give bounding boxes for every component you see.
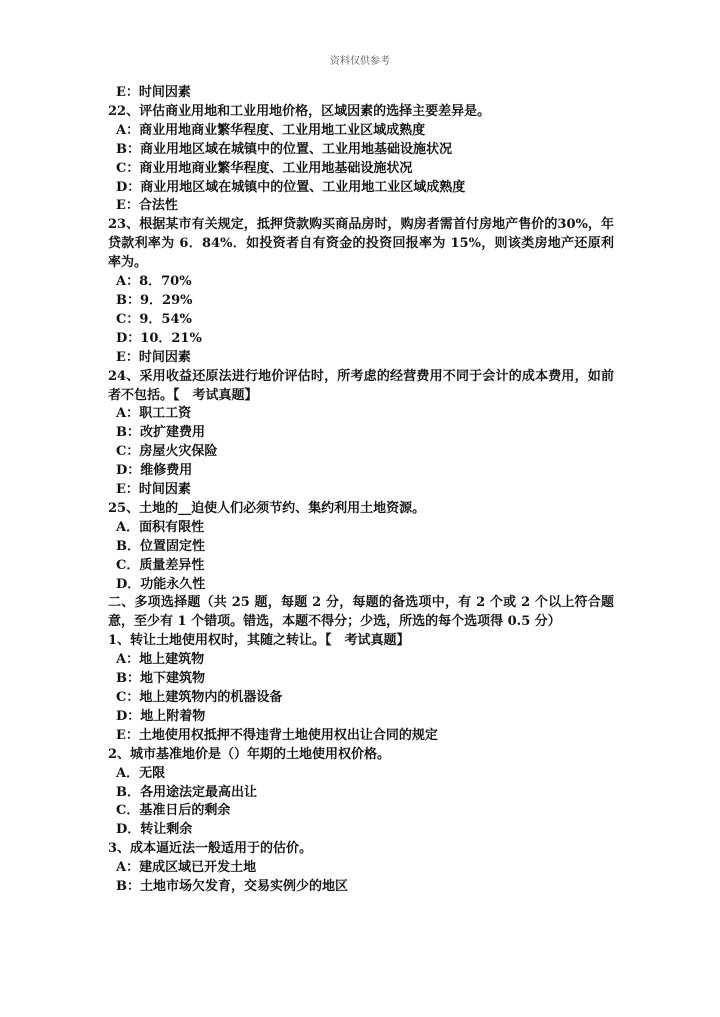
document-body (108, 84, 614, 897)
question-text: 1、转让土地使用权时，其随之转让。【 考试真题】 (108, 633, 410, 649)
answer-option: A：建成区域已开发土地 (116, 860, 257, 876)
answer-option: C：地上建筑物内的机器设备 (116, 690, 283, 705)
question-paragraph: 23、根据某市有关规定，抵押贷款购买商品房时，购房者需首付房地产售价的30%，年贷款利率为 6．84%．如投资者自有资金的投资回报率为 15%，则该类房地产还原利率为。 (108, 217, 614, 271)
answer-option: A：职工工资 (116, 406, 192, 422)
answer-option: C．质量差异性 (116, 557, 205, 573)
answer-option: E：时间因素 (116, 482, 191, 498)
answer-option: C：商业用地商业繁华程度、工业用地基础设施状况 (116, 160, 413, 176)
answer-option: B：9．29% (116, 292, 193, 308)
answer-option: B：商业用地区域在城镇中的位置、工业用地基础设施状况 (116, 141, 452, 157)
answer-option: A．无限 (116, 765, 166, 781)
answer-option: D：维修费用 (116, 463, 193, 479)
answer-option: D：地上附着物 (116, 708, 206, 724)
answer-option: C：房屋火灾保险 (116, 444, 218, 460)
question-paragraph: 24、采用收益还原法进行地价评估时，所考虑的经营费用不同于会计的成本费用，如前者不包括。【 考试真题】 (108, 368, 614, 403)
question-text: 25、土地的__迫使人们必须节约、集约利用土地资源。 (108, 500, 426, 516)
answer-option: E：合法性 (116, 198, 178, 214)
answer-option: A．面积有限性 (116, 519, 205, 535)
answer-option: C：9．54% (116, 311, 192, 327)
answer-option: B：改扩建费用 (116, 425, 205, 441)
page-header: 资料仅供参考 (330, 56, 390, 67)
answer-option: D：商业用地区域在城镇中的位置、工业用地工业区域成熟度 (116, 179, 466, 195)
answer-option: E：土地使用权抵押不得违背土地使用权出让合同的规定 (116, 727, 438, 743)
answer-option: E：时间因素 (116, 349, 191, 365)
answer-option: A：商业用地商业繁华程度、工业用地工业区域成熟度 (116, 122, 426, 138)
answer-option: D．功能永久性 (116, 576, 206, 592)
answer-option: C．基准日后的剩余 (116, 803, 231, 819)
question-text: 3、成本逼近法一般适用于的估价。 (108, 841, 313, 857)
answer-option: E：时间因素 (116, 85, 191, 100)
question-paragraph: 二、多项选择题（共 25 题，每题 2 分，每题的备选项中，有 2 个或 2 个以上符合题意，至少有 1 个错项。错选，本题不得分；少选，所选的每个选项得 0.5 分） (108, 595, 614, 630)
answer-option: B．各用途法定最高出让 (116, 784, 257, 800)
answer-option: A：8．70% (116, 274, 192, 290)
answer-option: A：地上建筑物 (116, 652, 205, 668)
question-text: 2、城市基准地价是（）年期的土地使用权价格。 (108, 746, 391, 762)
answer-option: B：地下建筑物 (116, 671, 205, 687)
answer-option: D．转让剩余 (116, 822, 193, 838)
answer-option: D：10．21% (116, 330, 202, 346)
answer-option: B：土地市场欠发育，交易实例少的地区 (116, 879, 348, 895)
answer-option: B．位置固定性 (116, 538, 205, 554)
question-text: 22、评估商业用地和工业用地价格，区域因素的选择主要差异是。 (108, 103, 491, 119)
